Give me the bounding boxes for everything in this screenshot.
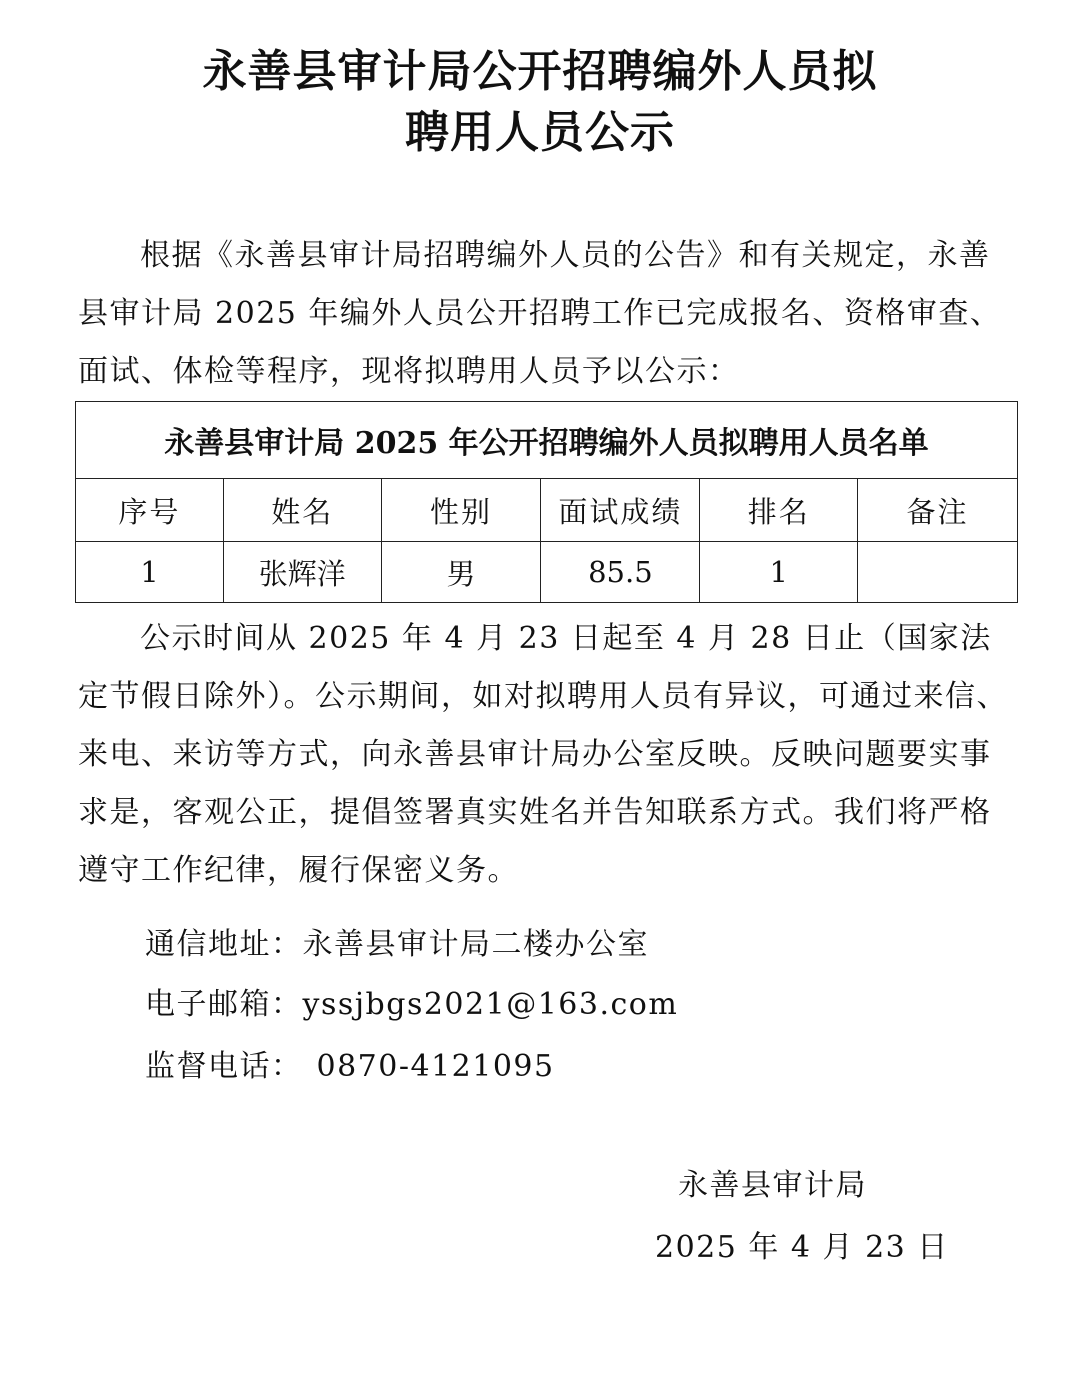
column-header-index: 序号: [76, 479, 224, 542]
column-header-rank: 排名: [700, 479, 858, 542]
intro-paragraph: [78, 227, 1018, 401]
phone-value: 0870-4121095: [316, 1049, 555, 1084]
notice-text: 公示时间从 2025 年 4 月 23 日起至 4 月 28 日止（国家法定节假日除外）。公示期间，如对拟聘用人员有异议，可通过来信、来电、来访等方式，向永善县审计局办公室反映。反映问题要实事求是，客观公正，提倡签署真实姓名并告知联系方式。我们将严格遵守工作纪律，履行保密义务。: [78, 621, 1008, 888]
contact-address: [145, 925, 649, 965]
page-title-line-2: 聘用人员公示: [405, 107, 675, 158]
column-header-remarks: 备注: [858, 479, 1018, 542]
signature-org: 永善县审计局: [678, 1168, 867, 1203]
column-header-name: 姓名: [223, 479, 381, 542]
address-label: 通信地址：: [145, 927, 303, 962]
cell-rank: 1: [700, 542, 858, 603]
table-caption: 永善县审计局 2025 年公开招聘编外人员拟聘用人员名单: [76, 402, 1018, 479]
intro-text: 根据《永善县审计局招聘编外人员的公告》和有关规定，永善县审计局 2025 年编外人员公开招聘工作已完成报名、资格审查、面试、体检等程序，现将拟聘用人员予以公示：: [78, 238, 1002, 389]
contact-email: [145, 985, 678, 1025]
cell-name: 张辉洋: [223, 542, 381, 603]
table-row: [76, 542, 1018, 603]
notice-paragraph: [78, 610, 1018, 900]
email-label: 电子邮箱：: [145, 987, 303, 1022]
email-value: yssjbgs2021@163.com: [302, 987, 679, 1022]
table-caption-row: [76, 402, 1018, 479]
address-value: 永善县审计局二楼办公室: [302, 927, 649, 962]
phone-label: 监督电话：: [145, 1049, 303, 1084]
column-header-gender: 性别: [381, 479, 541, 542]
cell-interview-score: 85.5: [541, 542, 700, 603]
signature-date: 2025 年 4 月 23 日: [655, 1230, 949, 1265]
cell-gender: 男: [381, 542, 541, 603]
table-header-row: [76, 479, 1018, 542]
contact-phone: [145, 1047, 555, 1087]
candidate-table: [75, 401, 1018, 603]
page-title-line-1: 永善县审计局公开招聘编外人员拟: [202, 46, 878, 97]
cell-remarks: [858, 542, 1018, 603]
column-header-interview-score: 面试成绩: [541, 479, 700, 542]
cell-index: 1: [76, 542, 224, 603]
